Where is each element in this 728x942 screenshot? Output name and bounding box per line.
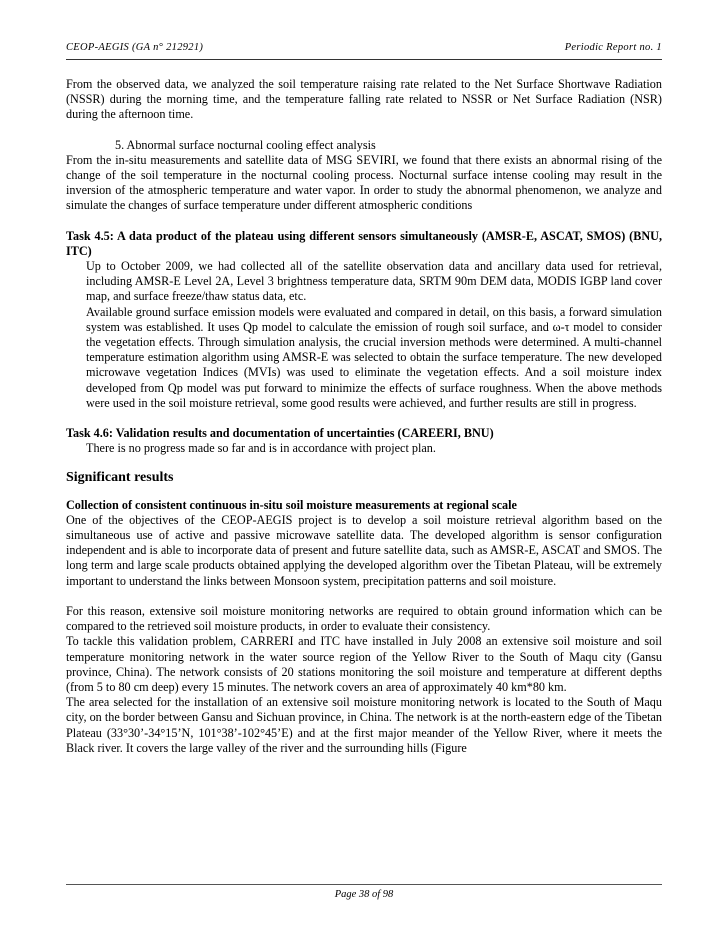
footer-rule (66, 884, 662, 885)
header-project: CEOP-AEGIS (GA n° 212921) (66, 42, 204, 53)
header-rule (66, 59, 662, 60)
paragraph: For this reason, extensive soil moisture monitoring networks are required to obtain ground information which can be compared to the retrieved soil moisture products, in order to evaluate their consistency. (66, 603, 662, 634)
significant-results-heading: Significant results (66, 470, 174, 486)
page-body (66, 77, 662, 756)
paragraph: To tackle this validation problem, CARRERI and ITC have installed in July 2008 an extensive soil moisture and soil temperature monitoring network in the water source region of the Yellow River to the South of Maqu city (Gansu province, China). The network consists of 20 stations monitoring the soil moisture and temperature at different depths (from 5 to 80 cm deep) every 15 minutes. The network covers an area of approximately 40 km*80 km. (66, 634, 662, 694)
task-4-6-heading: Task 4.6: Validation results and documentation of uncertainties (CAREERI, BNU) (66, 426, 494, 441)
paragraph: There is no progress made so far and is in accordance with project plan. (86, 441, 436, 456)
paragraph: From the observed data, we analyzed the soil temperature raising rate related to the Net Surface Shortwave Radiation (NSSR) during the morning time, and the temperature falling rate related to NSSR or Net Surface Radiation (NSR) during the afternoon time. (66, 77, 662, 122)
paragraph: Available ground surface emission models were evaluated and compared in detail, on this basis, a forward simulation system was established. It uses Qp model to calculate the emission of rough soil surface, and ω-τ model to consider the vegetation effects. Through simulation analysis, the crucial inversion methods were determined. A multi-channel temperature estimation algorithm using AMSR-E was selected to obtain the surface temperature. The new developed microwave vegetation Indices (MVIs) was used to eliminate the vegetation effects. And a soil moisture index developed from Qp model was put forward to minimize the effects of surface roughness. When the above methods were used in the soil moisture retrieval, some good results were achieved, and further results are still in progress. (86, 304, 662, 410)
paragraph: The area selected for the installation of an extensive soil moisture monitoring network is located to the South of Maqu city, on the border between Gansu and Sichuan province, in China. The network is at the north-eastern edge of the Tibetan Plateau (33°30’-34°15’N, 101°38’-102°45’E) and at the first major meander of the Yellow River, where it meets the Black river. It covers the large valley of the river and the surrounding hills (Figure (66, 695, 662, 755)
paragraph: One of the objectives of the CEOP-AEGIS project is to develop a soil moisture retrieval algorithm based on the simultaneous use of active and passive microwave satellite data. The developed algorithm is sensor configuration independent and is able to incorporate data of present and future satellite data, such as AMSR-E, ASCAT and SMOS. The long term and large scale products obtained applying the developed algorithm over the Tibetan Plateau, will be extremely important to understand the links between Monsoon system, precipitation patterns and soil moisture. (66, 512, 662, 588)
task-4-5-heading: Task 4.5: A data product of the plateau using different sensors simultaneously (AMSR-E, ASCAT, SMOS) (BNU, ITC) (66, 228, 662, 258)
paragraph: From the in-situ measurements and satellite data of MSG SEVIRI, we found that there exists an abnormal rising of the change of the soil temperature in the nocturnal cooling process. Nocturnal surface intense cooling may result in the inversion of the atmospheric temperature and water vapor. In order to study the abnormal phenomenon, we analyze and simulate the changes of surface temperature under different atmospheric conditions (66, 152, 662, 213)
page-number: Page 38 of 98 (334, 889, 394, 900)
page-header (66, 42, 662, 53)
paragraph: Up to October 2009, we had collected all of the satellite observation data and ancillary data used for retrieval, including AMSR-E Level 2A, Level 3 brightness temperature data, SRTM 90m DEM data, MODIS IGBP land cover map, and surface freeze/thaw status data, etc. (86, 259, 662, 304)
collection-heading: Collection of consistent continuous in-situ soil moisture measurements at regional scale (66, 497, 517, 512)
list-item-5: 5. Abnormal surface nocturnal cooling effect analysis (115, 137, 376, 152)
header-report: Periodic Report no. 1 (564, 42, 662, 53)
